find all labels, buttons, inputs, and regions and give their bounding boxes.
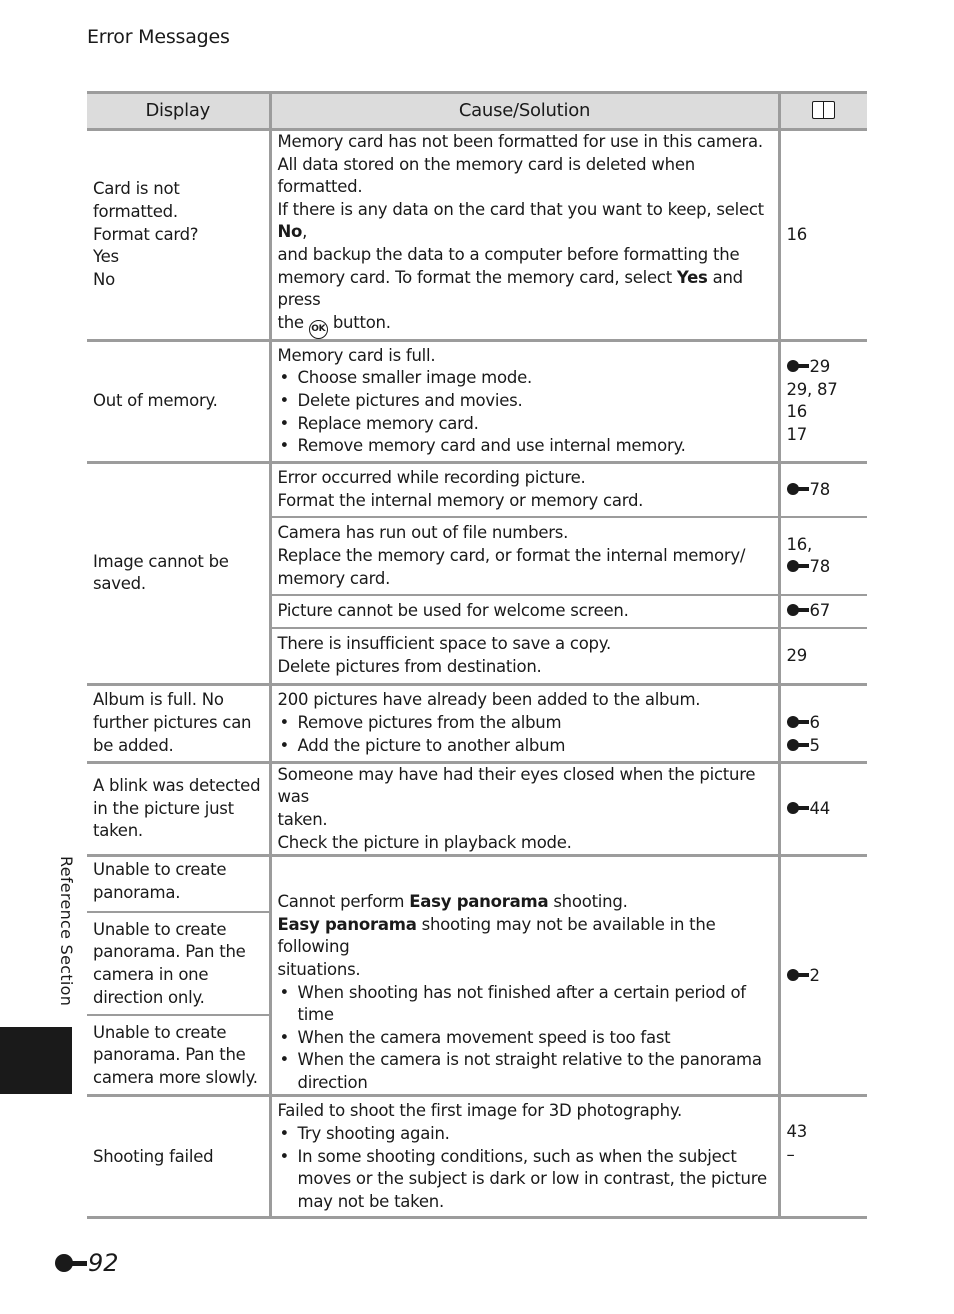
ok-button-icon: OK	[309, 320, 328, 339]
cause-text: Memory card has not been formatted for use in this camera.	[277, 132, 763, 151]
cause-text: Check the picture in playback mode.	[277, 832, 572, 852]
display-cell	[87, 1015, 270, 1095]
cause-text: memory card. To format the memory card, select	[277, 267, 677, 287]
cause-text: Someone may have had their eyes closed when the picture was	[277, 764, 756, 807]
cause-text: shooting.	[548, 892, 628, 912]
reference-cell	[779, 462, 867, 517]
cause-cell	[270, 340, 779, 462]
table-row	[87, 856, 867, 913]
e-reference-icon	[787, 801, 809, 815]
cause-text: If there is any data on the card that you want to keep, select	[277, 199, 764, 219]
display-cell	[87, 856, 270, 913]
page-reference: 44	[809, 798, 830, 818]
display-cell	[87, 684, 270, 762]
table-row	[87, 340, 867, 462]
cause-text: Error occurred while recording picture.	[277, 468, 586, 488]
display-cell	[87, 462, 270, 684]
cause-text: taken.	[277, 809, 328, 829]
cause-text: Cannot perform	[277, 892, 410, 912]
page-reference: 29, 87	[786, 379, 838, 399]
easy-panorama-label: Easy panorama	[409, 892, 549, 912]
cause-text: Camera has run out of file numbers.	[277, 523, 569, 543]
error-messages-table	[87, 91, 867, 1219]
display-text: Unable to create	[93, 860, 227, 880]
bullet-list	[278, 367, 774, 457]
display-text: Unable to create	[93, 1022, 227, 1042]
bullet-list	[278, 1123, 774, 1213]
cause-cell	[270, 130, 779, 341]
page-reference-number: 78	[809, 557, 830, 577]
list-item: • When shooting has not finished after a certain period of time	[278, 982, 774, 1027]
option-yes: Yes	[676, 267, 708, 287]
cause-text: shooting may not be available in the following	[277, 914, 716, 957]
e-reference-icon	[787, 968, 809, 982]
display-text: A blink was detected	[93, 776, 261, 796]
display-cell	[87, 762, 270, 855]
column-header-display: Display	[87, 93, 270, 130]
display-text: in the picture just	[93, 798, 234, 818]
display-cell: Out of memory.	[87, 340, 270, 462]
reference-cell	[779, 517, 867, 595]
cause-text: situations.	[277, 959, 361, 979]
list-item: • Remove pictures from the album	[278, 712, 774, 735]
list-item: • When the camera is not straight relative to the panorama direction	[278, 1049, 774, 1094]
page-reference: 16	[786, 224, 807, 244]
cause-text: and press	[277, 267, 743, 310]
e-reference-icon	[787, 559, 809, 573]
page-reference	[787, 356, 864, 379]
bullet-list	[278, 712, 774, 757]
display-cell	[87, 912, 270, 1015]
cause-cell	[270, 462, 779, 517]
display-text: Unable to create	[93, 919, 227, 939]
list-item: • Replace memory card.	[278, 413, 774, 436]
page-reference	[787, 735, 864, 758]
page-number-text: 92	[88, 1249, 119, 1277]
table-header-row	[87, 93, 867, 130]
display-cell: Shooting failed	[87, 1096, 270, 1218]
option-no: No	[277, 222, 303, 242]
reference-cell	[779, 130, 867, 341]
page-reference-number: 5	[809, 735, 820, 755]
e-reference-icon	[787, 738, 809, 752]
display-text: taken.	[93, 821, 143, 841]
page-reference: 29	[786, 645, 807, 665]
cause-text: and backup the data to a computer before formatting the	[277, 244, 740, 264]
display-text: further pictures can	[93, 712, 252, 732]
cause-text: the	[277, 312, 309, 332]
cause-cell	[270, 762, 779, 855]
display-text: panorama. Pan the	[93, 942, 246, 962]
e-reference-icon	[787, 482, 809, 496]
cause-text: ,	[302, 222, 308, 242]
display-text: saved.	[93, 574, 146, 594]
e-reference-icon	[55, 1253, 87, 1273]
page-reference: 17	[786, 424, 807, 444]
reference-cell	[779, 856, 867, 1096]
reference-cell	[779, 684, 867, 762]
cause-text: Picture cannot be used for welcome screen.	[277, 601, 629, 621]
cause-line	[278, 914, 774, 959]
cause-text: There is insufficient space to save a copy.	[277, 634, 611, 654]
display-cell	[87, 130, 270, 341]
cause-text: Delete pictures from destination.	[277, 657, 542, 676]
e-reference-icon	[787, 359, 809, 373]
display-text: panorama.	[93, 882, 181, 902]
list-item: • Add the picture to another album	[278, 735, 774, 758]
table-row	[87, 462, 867, 517]
cause-line	[278, 267, 774, 312]
cause-text: Replace the memory card, or format the internal memory/	[277, 545, 746, 565]
page-reference: –	[786, 1145, 795, 1165]
sidebar-section-label: Reference Section	[57, 856, 76, 1007]
page-reference: 78	[809, 479, 830, 499]
list-item: • Delete pictures and movies.	[278, 390, 774, 413]
book-icon	[812, 101, 836, 119]
page-reference: 67	[809, 601, 830, 621]
reference-cell	[779, 340, 867, 462]
reference-cell	[779, 595, 867, 628]
cause-cell	[270, 1096, 779, 1218]
page-reference	[787, 556, 864, 579]
list-item: • Remove memory card and use internal memory.	[278, 435, 774, 458]
display-text: direction only.	[93, 987, 205, 1007]
column-header-reference	[779, 93, 867, 130]
reference-cell	[779, 762, 867, 855]
page-number	[55, 1249, 119, 1277]
table-row	[87, 684, 867, 762]
display-text: Yes	[93, 247, 119, 267]
easy-panorama-label: Easy panorama	[277, 914, 417, 934]
cause-cell	[270, 856, 779, 1096]
cause-line	[278, 312, 774, 339]
cause-cell	[270, 517, 779, 595]
display-text: camera in one	[93, 964, 209, 984]
cause-text: memory card.	[277, 568, 391, 588]
page-reference-number: 29	[809, 357, 830, 377]
cause-cell	[270, 595, 779, 628]
cause-cell	[270, 628, 779, 684]
display-text: No	[93, 269, 115, 289]
cause-text: All data stored on the memory card is deleted when formatted.	[277, 154, 695, 197]
display-text: be added.	[93, 735, 174, 755]
list-item: • Try shooting again.	[278, 1123, 774, 1146]
table-row	[87, 130, 867, 341]
section-title: Error Messages	[87, 26, 230, 48]
page-reference: 43	[786, 1122, 807, 1142]
cause-text: Memory card is full.	[277, 345, 436, 365]
display-text: Card is not formatted.	[93, 179, 180, 221]
table-row	[87, 762, 867, 855]
reference-cell	[779, 628, 867, 684]
page-reference: 16,	[786, 534, 812, 554]
display-text: Image cannot be	[93, 551, 229, 571]
page-reference	[787, 712, 864, 735]
display-text: camera more slowly.	[93, 1067, 258, 1087]
display-text: Album is full. No	[93, 690, 224, 710]
reference-cell	[779, 1096, 867, 1218]
page-reference: 2	[809, 965, 820, 985]
page-reference-number: 6	[809, 712, 820, 732]
e-reference-icon	[787, 603, 809, 617]
page-reference: 16	[786, 402, 807, 422]
cause-cell	[270, 684, 779, 762]
display-text: Format card?	[93, 224, 199, 244]
list-item: • In some shooting conditions, such as when the subject moves or the subject is dark or low in contrast, the picture may not be taken.	[278, 1146, 774, 1214]
cause-line	[278, 199, 774, 244]
cause-text: Format the internal memory or memory card.	[277, 491, 644, 510]
list-item: • When the camera movement speed is too fast	[278, 1027, 774, 1050]
display-text: panorama. Pan the	[93, 1045, 246, 1065]
e-reference-icon	[787, 715, 809, 729]
cause-text: Failed to shoot the first image for 3D photography.	[277, 1101, 683, 1121]
table-row	[87, 1096, 867, 1218]
cause-text: button.	[327, 312, 391, 332]
cause-line	[278, 891, 774, 914]
sidebar-tab-marker	[0, 1027, 72, 1094]
column-header-cause-solution: Cause/Solution	[270, 93, 779, 130]
bullet-list	[278, 982, 774, 1095]
list-item: • Choose smaller image mode.	[278, 367, 774, 390]
cause-text: 200 pictures have already been added to the album.	[277, 690, 701, 710]
